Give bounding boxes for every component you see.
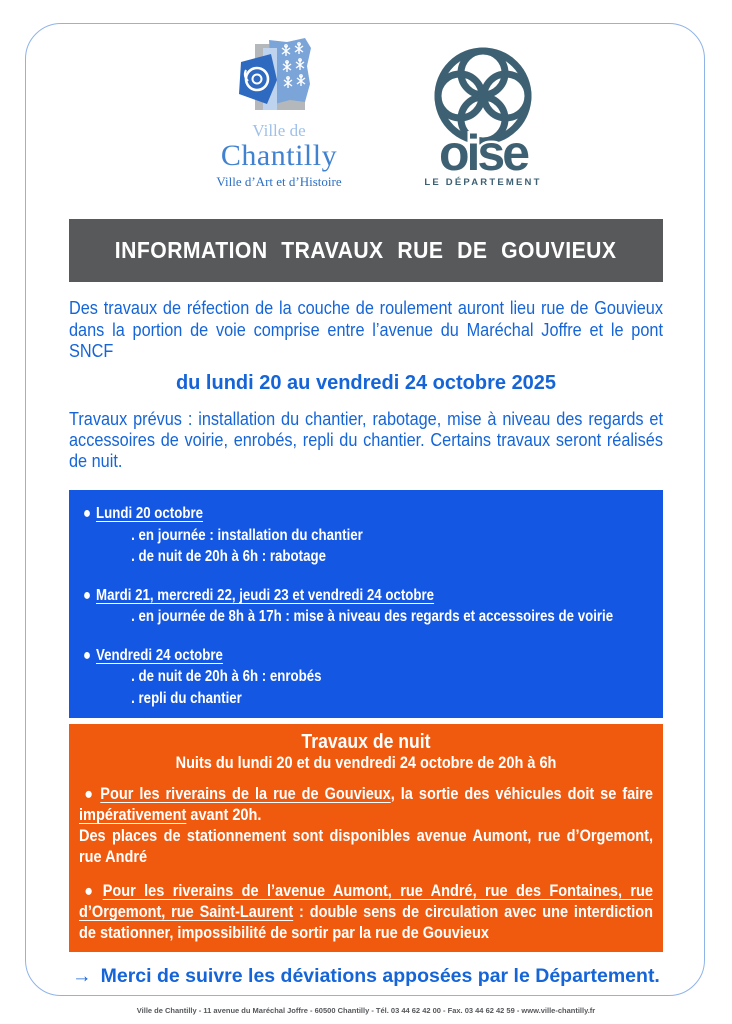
title-bar <box>69 219 663 282</box>
night-works-title: Travaux de nuit <box>301 731 431 754</box>
oise-tagline: LE DÉPARTEMENT <box>424 177 542 188</box>
schedule-heading: ● Lundi 20 octobre <box>83 505 203 523</box>
chantilly-logo-tagline: Ville d’Art et d’Histoire <box>216 174 342 189</box>
deviation-text: Merci de suivre les déviations apposées par le Département. <box>100 965 660 988</box>
schedule-box <box>69 490 663 718</box>
oise-logo <box>423 36 543 193</box>
bullet-icon: ● <box>84 785 96 804</box>
schedule-item <box>83 585 647 628</box>
deviation-note <box>69 964 663 988</box>
logos-row <box>69 0 663 193</box>
schedule-item <box>83 503 647 568</box>
right-arrow-icon: → <box>72 965 92 988</box>
intro-line: Des travaux de réfection de la couche de roulement auront lieu rue de Gouvieux <box>69 297 663 318</box>
date-range: du lundi 20 au vendredi 24 octobre 2025 <box>175 371 557 394</box>
footer-address: Ville de Chantilly - 11 avenue du Maréchal Joffre - 60500 Chantilly - Tél. 03 44 62 42 00 - Fax. 03 44 62 42 59 - www.ville-chantilly.fr <box>136 1006 596 1016</box>
bullet-icon: ● <box>84 882 98 901</box>
schedule-line: . repli du chantier <box>131 689 242 707</box>
flyer <box>69 0 663 1015</box>
works-line: accessoires de voirie, enrobés, repli du chantier. Certains travaux seront réalisés <box>69 428 663 450</box>
chantilly-logo <box>189 36 369 189</box>
residents-aumont-paragraph: ● Pour les riverains de l’avenue Aumont, rue André, rue des Fontaines, rue d’Orgemont, rue Saint-Laurent : double sens de circulation avec une interdiction de stationner, impossibilité de sortir par la rue de Gouvieux <box>79 882 654 943</box>
page-title: INFORMATION TRAVAUX RUE DE GOUVIEUX <box>115 237 617 263</box>
chantilly-logo-name: Chantilly <box>220 139 338 172</box>
intro-paragraph <box>69 297 663 362</box>
works-paragraph <box>69 408 663 472</box>
parking-info-line: Des places de stationnement sont disponibles avenue Aumont, rue d’Orgemont, rue André <box>79 827 653 867</box>
schedule-heading: ● Mardi 21, mercredi 22, jeudi 23 et vendredi 24 octobre <box>83 586 435 604</box>
works-line: de nuit. <box>69 450 123 472</box>
schedule-item <box>83 645 647 710</box>
schedule-line: . en journée : installation du chantier <box>131 526 363 544</box>
bullet-icon: ● <box>83 646 92 664</box>
works-line: Travaux prévus : installation du chantier, rabotage, mise à niveau des regards et <box>69 407 663 429</box>
night-works-subtitle: Nuits du lundi 20 et du vendredi 24 octobre de 20h à 6h <box>175 754 557 773</box>
intro-line: dans la portion de voie comprise entre l’avenue du Maréchal Joffre et le pont SNCF <box>69 318 663 361</box>
oise-quatrefoil-icon <box>424 36 542 188</box>
bullet-icon: ● <box>83 586 92 604</box>
schedule-line: . de nuit de 20h à 6h : rabotage <box>131 548 326 566</box>
residents-gouvieux-paragraph: ● Pour les riverains de la rue de Gouvieux, la sortie des véhicules doit se faire impérativement avant 20h. <box>79 785 653 825</box>
bullet-icon: ● <box>83 505 92 523</box>
chantilly-emblem-icon <box>235 36 323 118</box>
oise-wordmark: oise <box>438 125 528 181</box>
schedule-heading: ● Vendredi 24 octobre <box>83 646 223 664</box>
schedule-line: . de nuit de 20h à 6h : enrobés <box>131 668 322 686</box>
chantilly-logo-line1: Ville de <box>252 121 306 140</box>
night-works-box <box>69 724 663 952</box>
schedule-line: . en journée de 8h à 17h : mise à niveau des regards et accessoires de voirie <box>131 608 614 626</box>
